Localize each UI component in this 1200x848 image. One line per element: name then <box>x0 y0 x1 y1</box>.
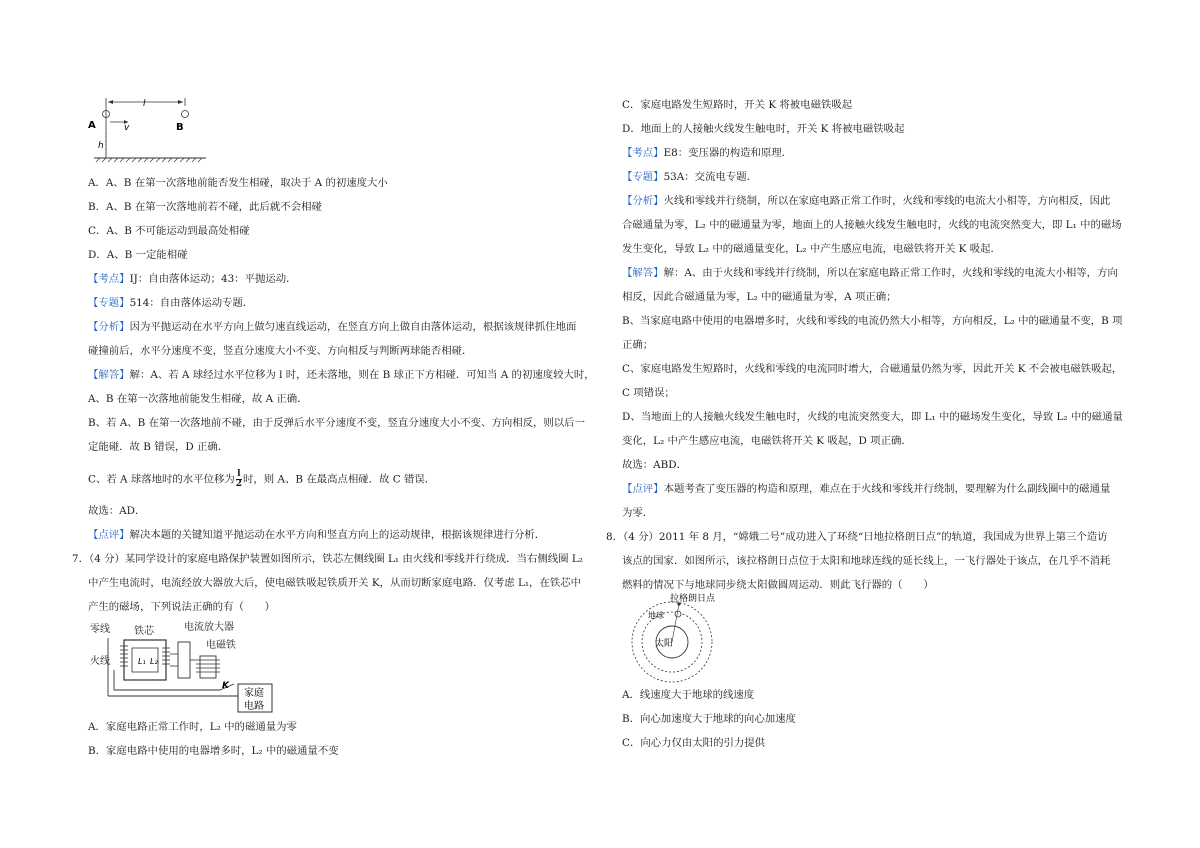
q6-option-b: B．A、B 在第一次落地前若不碰，此后就不会相碰 <box>88 201 322 213</box>
q7-jieda-line: B、当家庭电路中使用的电器增多时，火线和零线的电流仍然大小相等，方向相反，L₂ 中的磁通量不变，B 项 <box>622 315 1123 327</box>
q8-stem-line: 8．（4 分）2011 年 8 月，“嫦娥二号”成功进入了环绕“日地拉格朗日点”的轨道，我国成为世界上第三个造访 <box>606 531 1108 543</box>
fenxi-tag: 【分析】 <box>622 195 664 207</box>
svg-text:电路: 电路 <box>244 701 264 712</box>
q7-option-d: D．地面上的人接触火线发生触电时，开关 K 将被电磁铁吸起 <box>622 123 905 135</box>
svg-text:铁芯: 铁芯 <box>134 626 154 637</box>
zhuanti-tag: 【专题】 <box>88 297 130 309</box>
q7-jieda: 【解答】解：A、由于火线和零线并行绕制，所以在家庭电路正常工作时，火线和零线的电流大小相等，方向 <box>622 267 1118 279</box>
q7-fenxi-line: 合磁通量为零，L₂ 中的磁通量为零，地面上的人接触火线发生触电时，火线的电流突然变大，即 L₁ 中的磁场 <box>622 219 1122 231</box>
q7-dianping-line: 为零． <box>622 507 654 519</box>
svg-text:太阳: 太阳 <box>655 639 674 649</box>
q6-jieda-line: 定能碰．故 B 错误，D 正确． <box>88 441 229 453</box>
svg-text:A: A <box>88 120 96 131</box>
q7-jieda-line: C 项错误； <box>622 387 675 399</box>
svg-text:L₂: L₂ <box>150 657 158 666</box>
q7-kaodian: 【考点】E8：变压器的构造和原理． <box>622 147 793 159</box>
q7-zhuanti: 【专题】53A：交流电专题． <box>622 171 758 183</box>
q8-option-b: B．向心加速度大于地球的向心加速度 <box>622 713 796 725</box>
q7-stem-line: 7．（4 分）某同学设计的家庭电路保护装置如图所示，铁芯左侧线圈 L₁ 由火线和零线并行绕成．当右侧线圈 L₂ <box>72 553 583 565</box>
svg-text:火线: 火线 <box>90 656 110 667</box>
q7-jieda-line: 正确； <box>622 339 654 351</box>
q7-jieda-line: C、家庭电路发生短路时，火线和零线的电流同时增大，合磁通量仍然为零，因此开关 K 不会被电磁铁吸起， <box>622 363 1123 375</box>
q7-jieda-line: D、当地面上的人接触火线发生触电时，火线的电流突然变大，即 L₁ 中的磁场发生变化，导致 L₂ 中的磁通量 <box>622 411 1123 423</box>
q6-option-a: A．A、B 在第一次落地前能否发生相碰，取决于 A 的初速度大小 <box>88 177 388 189</box>
jieda-tag: 【解答】 <box>622 267 664 279</box>
svg-text:家庭: 家庭 <box>244 688 264 699</box>
svg-text:B: B <box>176 122 184 133</box>
dianping-tag: 【点评】 <box>88 529 130 541</box>
q7-jieda-line: 变化，L₂ 中产生感应电流，电磁铁将开关 K 吸起，D 项正确． <box>622 435 912 447</box>
q6-jieda-line: A、B 在第一次落地前能发生相碰，故 A 正确． <box>88 393 308 405</box>
fenxi-tag: 【分析】 <box>88 321 130 333</box>
lagrange-figure <box>622 592 732 684</box>
q8-option-c: C．向心力仅由太阳的引力提供 <box>622 737 766 749</box>
q7-jieda-line: 相反，因此合磁通量为零，L₂ 中的磁通量为零，A 项正确； <box>622 291 897 303</box>
q6-dianping: 【点评】解决本题的关键知道平抛运动在水平方向和竖直方向上的运动规律，根据该规律进行分析． <box>88 529 546 541</box>
q8-stem-line: 该点的国家．如图所示，该拉格朗日点位于太阳和地球连线的延长线上，一飞行器处于该点，在几乎不消耗 <box>622 555 1111 567</box>
q6-jieda: 【解答】解：A、若 A 球经过水平位移为 l 时，还未落地，则在 B 球正下方相碰．可知当 A 的初速度较大时， <box>88 369 595 381</box>
q7-stem-line: 产生的磁场，下列说法正确的有（ ） <box>88 601 276 613</box>
svg-text:l: l <box>143 99 146 109</box>
svg-text:v: v <box>124 123 130 133</box>
svg-text:电流放大器: 电流放大器 <box>184 622 234 633</box>
q6-jieda-line: C、若 A 球落地时的水平位移为 $\frac{l}{2}$ 时，则 A、B 在最高点相碰．故 C 错误． <box>88 469 436 489</box>
q7-dianping: 【点评】本题考查了变压器的构造和原理，难点在于火线和零线并行绕制，要理解为什么副线圈中的磁通量 <box>622 483 1111 495</box>
kaodian-tag: 【考点】 <box>622 147 664 159</box>
fraction-l-over-2: $\frac{l}{2}$ <box>235 469 243 489</box>
q8-stem-line: 燃料的情况下与地球同步绕太阳做圆周运动．则此飞行器的（ ） <box>622 579 934 591</box>
q7-option-b: B．家庭电路中使用的电器增多时，L₂ 中的磁通量不变 <box>88 745 339 757</box>
svg-text:K: K <box>222 681 229 691</box>
q6-kaodian: 【考点】IJ：自由落体运动；43：平抛运动． <box>88 273 297 285</box>
q7-answer: 故选：ABD． <box>622 459 688 471</box>
q6-jieda-line: B、若 A、B 在第一次落地前不碰，由于反弹后水平分速度不变，竖直分速度大小不变、方向相反，则以后一 <box>88 417 585 429</box>
q7-option-a: A．家庭电路正常工作时，L₂ 中的磁通量为零 <box>88 721 297 733</box>
kaodian-tag: 【考点】 <box>88 273 130 285</box>
svg-text:h: h <box>98 141 104 151</box>
projectile-figure <box>88 92 208 164</box>
q6-option-c: C．A、B 不可能运动到最高处相碰 <box>88 225 250 237</box>
q6-zhuanti: 【专题】514：自由落体运动专题． <box>88 297 254 309</box>
circuit-figure <box>88 618 278 714</box>
jieda-tag: 【解答】 <box>88 369 130 381</box>
q7-fenxi-line: 发生变化，导致 L₂ 中的磁通量变化，L₂ 中产生感应电流，电磁铁将开关 K 吸起． <box>622 243 1001 255</box>
svg-text:电磁铁: 电磁铁 <box>206 640 236 651</box>
q6-answer: 故选：AD． <box>88 505 146 517</box>
q7-option-c: C．家庭电路发生短路时，开关 K 将被电磁铁吸起 <box>622 99 853 111</box>
svg-text:地球: 地球 <box>648 611 664 620</box>
svg-text:拉格朗日点: 拉格朗日点 <box>670 594 716 604</box>
dianping-tag: 【点评】 <box>622 483 664 495</box>
svg-text:L₁: L₁ <box>138 657 146 666</box>
q6-option-d: D．A、B 一定能相碰 <box>88 249 188 261</box>
zhuanti-tag: 【专题】 <box>622 171 664 183</box>
svg-text:零线: 零线 <box>90 624 110 635</box>
q7-stem-line: 中产生电流时，电流经放大器放大后，使电磁铁吸起铁质开关 K，从而切断家庭电路．仅考虑 L₁，在铁芯中 <box>88 577 582 589</box>
q8-option-a: A．线速度大于地球的线速度 <box>622 689 755 701</box>
q6-fenxi-line: 碰撞前后，水平分速度不变，竖直分速度大小不变、方向相反与判断两球能否相碰． <box>88 345 473 357</box>
q7-fenxi: 【分析】火线和零线并行绕制，所以在家庭电路正常工作时，火线和零线的电流大小相等，方向相反，因此 <box>622 195 1111 207</box>
q6-fenxi: 【分析】因为平抛运动在水平方向上做匀速直线运动，在竖直方向上做自由落体运动，根据该规律抓住地面 <box>88 321 577 333</box>
